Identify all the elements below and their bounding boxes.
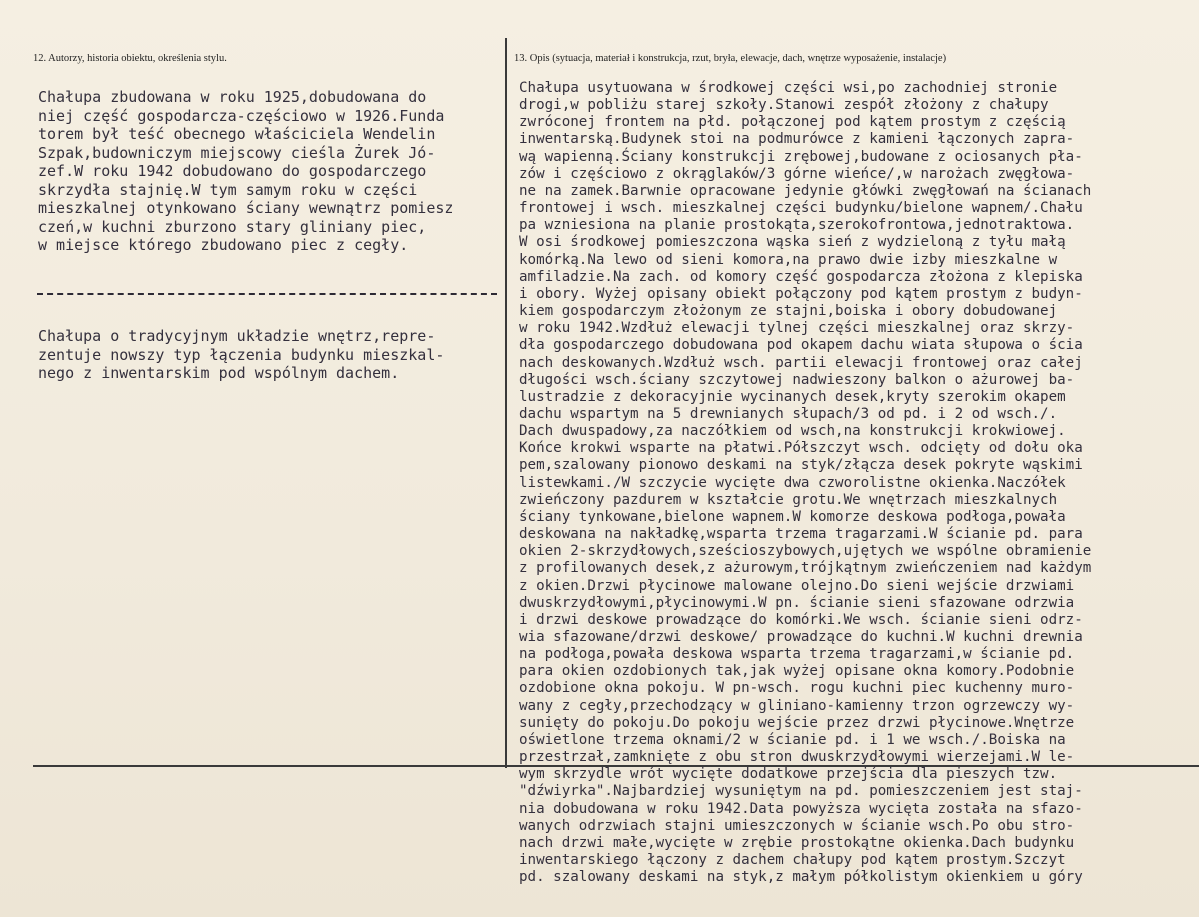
text-line: z profilowanych desek,z ażurowym,trójkątnym zwieńczeniem nad każdym [519,560,1092,577]
text-line: wany z cegły,przechodzący w gliniano-kamienny trzon ogrzewczy wy- [519,697,1075,714]
text-line: drogi,w pobliżu starej szkoły.Stanowi zespół złożony z chałupy [519,97,1049,114]
text-line: długości wsch.ściany szczytowej nadwieszony balkon o ażurowej ba- [519,371,1075,388]
text-line: zów i częściowo z okrąglaków/3 górne wieńce/,w narożach zwęgłowa- [519,165,1075,182]
text-line: nia dobudowana w roku 1942.Data powyższa wycięta została na sfazo- [519,800,1083,817]
text-line: ściany tynkowane,bielone wapnem.W komorze deskowa podłoga,powała [519,508,1066,525]
text-line: zentuje nowszy typ łączenia budynku mieszkal- [38,345,445,364]
text-line: ozdobione okna pokoju. W pn-wsch. rogu kuchni piec kuchenny muro- [519,680,1075,697]
text-line: Szpak,budowniczym miejscowy cieśla Żurek Jó- [38,143,436,162]
text-line: okien 2-skrzydłowych,sześcioszybowych,ujętych we wspólne obramienie [519,543,1092,560]
text-line: nego z inwentarskim pod wspólnym dachem. [38,364,400,382]
text-line: wym skrzydle wrót wycięte dodatkowe przejścia dla pieszych tzw. [519,766,1058,783]
text-line: komórką.Na lewo od sieni komora,na prawo dwie izby mieszkalne w [519,251,1058,268]
text-line: nach deskowanych.Wzdłuż wsch. partii elewacji frontowej oraz całej [519,354,1083,371]
text-line: pa wzniesiona na planie prostokąta,szerokofrontowa,jednotraktowa. [519,217,1075,234]
dashed-separator [37,293,497,295]
text-line: niej część gospodarcza-częściowo w 1926.Funda [38,106,445,125]
text-line: inwentarską.Budynek stoi na podmurówce z kamieni łączonych zapra- [519,131,1075,148]
text-line: wą wapienną.Ściany konstrukcji zrębowej,budowane z ociosanych pła- [519,148,1083,165]
text-line: torem był teść obecnego właściciela Wendelin [38,125,436,143]
text-line: dachu wspartym na 5 drewnianych słupach/3 od pd. i 2 od wsch./. [519,405,1058,422]
text-line: oświetlone trzema oknami/2 w ścianie pd. i 1 we wsch./.Boiska na [519,731,1066,748]
text-line: Dach dwuspadowy,za naczółkiem od wsch,na konstrukcji krokwiowej. [519,423,1066,440]
text-line: Chałupa zbudowana w roku 1925,dobudowana do [38,88,427,106]
text-line: Chałupa usytuowana w środkowej części wsi,po zachodniej stronie [519,80,1058,96]
text-line: skrzydła stajnię.W tym samym roku w części [38,180,418,199]
text-line: w roku 1942.Wzdłuż elewacji tylnej części mieszkalnej oraz skrzy- [519,320,1075,337]
text-line: inwentarskiego łączony z dachem chałupy pod kątem prostym.Szczyt [519,852,1066,869]
text-line: kiem gospodarczym złożonym ze stajni,boiska i obory dobudowanej [519,303,1058,320]
text-line: Końce krokwi wsparte na płatwi.Półszczyt wsch. odcięty od dołu oka [519,440,1083,457]
text-line: mieszkalnej otynkowano ściany wewnątrz pomiesz [38,199,454,217]
text-line: deskowana na nakładkę,wsparta trzema tragarzami.W ścianie pd. para [519,526,1083,543]
history-paragraph [38,88,453,255]
text-line: frontowej i wsch. mieszkalnej części budynku/bielone wapnem/.Chału [519,200,1083,217]
description-paragraph [519,80,1091,886]
text-line: przestrzał,zamknięte z obu stron dwuskrzydłowymi wierzejami.W le- [519,749,1075,766]
column-divider [505,38,507,768]
text-line: W osi środkowej pomieszczona wąska sień z wydzieloną z tyłu małą [519,234,1066,251]
text-line: lustradzie z dekoracyjnie wycinanych desek,kryty szerokim okapem [519,388,1066,405]
text-line: para okien ozdobionych tak,jak wyżej opisane okna komory.Podobnie [519,663,1075,680]
text-line: i obory. Wyżej opisany obiekt połączony pod kątem prostym z budyn- [519,285,1083,302]
text-line: na podłoga,powała deskowa wsparta trzema tragarzami,w ścianie pd. [519,646,1075,663]
text-line: zwróconej frontem na płd. połączonej pod kątem prostym z częścią [519,114,1066,131]
style-paragraph [38,327,444,383]
text-line: czeń,w kuchni zburzono stary gliniany piec, [38,217,427,236]
text-line: wia sfazowane/drzwi deskowe/ prowadzące do kuchni.W kuchni drewnia [519,629,1083,645]
text-line: z okien.Drzwi płycinowe malowane olejno.Do sieni wejście drzwiami [519,577,1075,594]
text-line: ne na zamek.Barwnie opracowane jedynie główki zwęgłowań na ścianach [519,182,1092,199]
text-line: zef.W roku 1942 dobudowano do gospodarczego [38,162,427,180]
text-line: pd. szalowany deskami na styk,z małym półkolistym okienkiem u góry [519,869,1083,886]
text-line: w miejsce którego zbudowano piec z cegły. [38,236,409,254]
text-line: Chałupa o tradycyjnym układzie wnętrz,repre- [38,327,436,345]
text-line: pem,szalowany pionowo deskami na styk/złącza desek pokryte wąskimi [519,457,1083,474]
text-line: wanych odrzwiach stajni umieszczonych w ścianie wsch.Po obu stro- [519,817,1075,834]
text-line: zwieńczony pazdurem w kształcie grotu.We wnętrzach mieszkalnych [519,491,1058,508]
text-line: "dźwiyrka".Najbardziej wysuniętym na pd. pomieszczeniem jest staj- [519,783,1083,800]
text-line: amfiladzie.Na zach. od komory część gospodarcza złożona z klepiska [519,268,1083,285]
text-line: nach drzwi małe,wycięte w zrębie prostokątne okienka.Dach budynku [519,834,1075,851]
text-line: i drzwi deskowe prowadzące do komórki.We wsch. ścianie sieni odrz- [519,611,1083,628]
section-12-header: 12. Autorzy, historia obiektu, określenia stylu. [33,53,227,64]
text-line: listewkami./W szczycie wycięte dwa czworolistne okienka.Naczółek [519,474,1066,491]
section-13-header: 13. Opis (sytuacja, materiał i konstrukcja, rzut, bryła, elewacje, dach, wnętrze wyposażenie, instalacje) [514,53,947,64]
text-line: sunięty do pokoju.Do pokoju wejście przez drzwi płycinowe.Wnętrze [519,714,1075,731]
text-line: dwuskrzydłowymi,płycinowymi.W pn. ścianie sieni sfazowane odrzwia [519,594,1075,611]
text-line: dła gospodarczego dobudowana pod okapem dachu wiata słupowa o ścia [519,337,1083,354]
